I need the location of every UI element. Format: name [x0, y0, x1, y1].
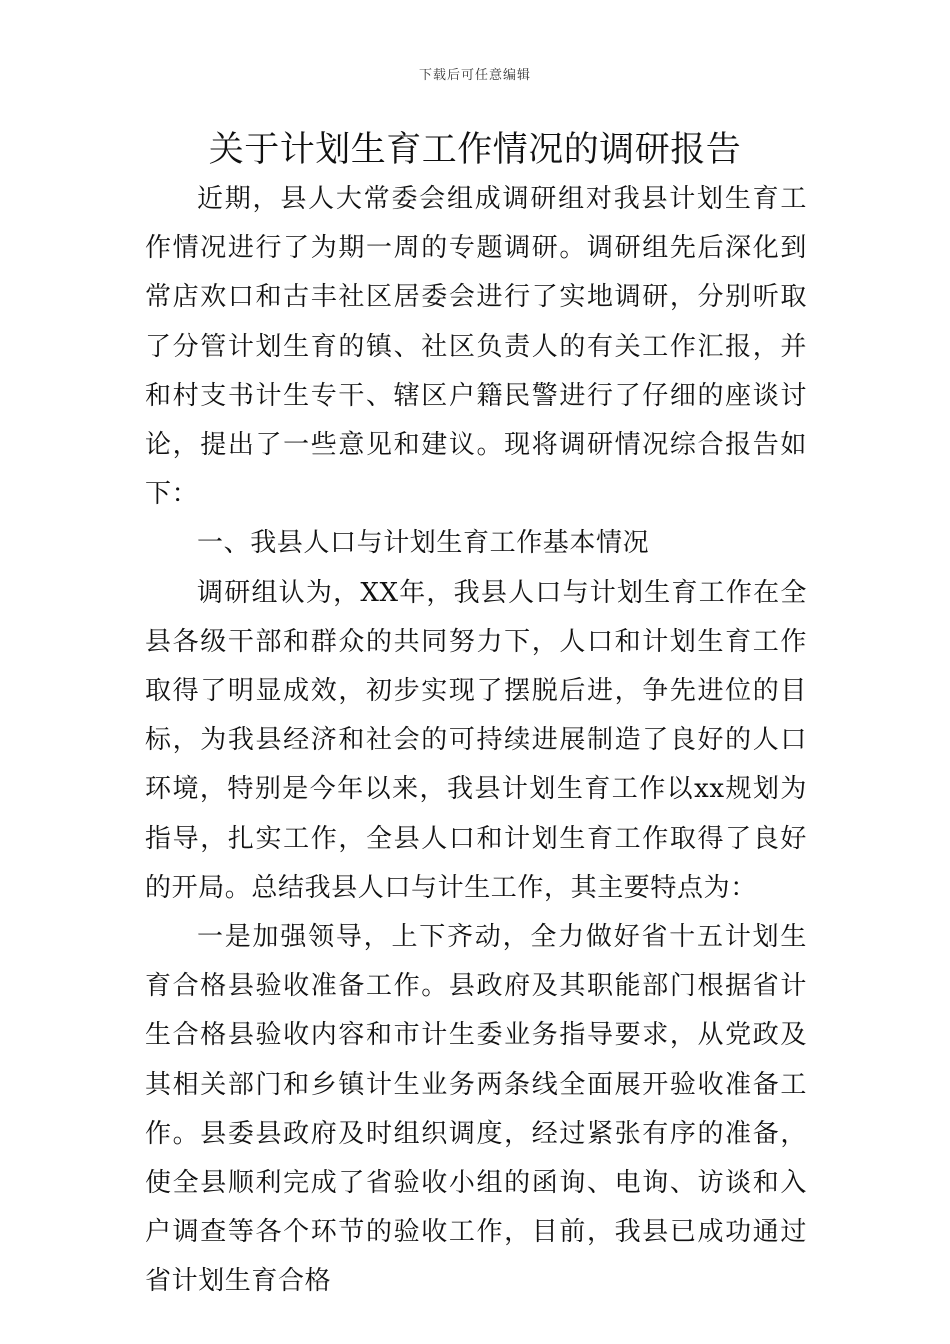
body-text	[145, 175, 807, 1307]
section-heading: 一、我县人口与计划生育工作基本情况	[197, 528, 650, 559]
header-note: 下载后可任意编辑	[418, 68, 531, 83]
paragraph-point-one: 一是加强领导，上下齐动，全力做好省十五计划生育合格县验收准备工作。县政府及其职能部门根据省计生合格县验收内容和市计生委业务指导要求，从党政及其相关部门和乡镇计生业务两条线全面展开验收准备工作。县委县政府及时组织调度，经过紧张有序的准备，使全县顺利完成了省验收小组的函询、电询、访谈和入户调查等各个环节的验收工作，目前，我县已成功通过省计划生育合格	[145, 922, 807, 1297]
paragraph-overview: 调研组认为，XX年，我县人口与计划生育工作在全县各级干部和群众的共同努力下，人口和计划生育工作取得了明显成效，初步实现了摆脱后进，争先进位的目标，为我县经济和社会的可持续进展制造了良好的人口环境，特别是今年以来，我县计划生育工作以xx规划为指导，扎实工作，全县人口和计划生育工作取得了良好的开局。总结我县人口与计生工作，其主要特点为：	[145, 577, 807, 903]
paragraph-intro: 近期，县人大常委会组成调研组对我县计划生育工作情况进行了为期一周的专题调研。调研组先后深化到常店欢口和古丰社区居委会进行了实地调研，分别听取了分管计划生育的镇、社区负责人的有关工作汇报，并和村支书计生专干、辖区户籍民警进行了仔细的座谈讨论，提出了一些意见和建议。现将调研情况综合报告如下：	[145, 184, 807, 510]
page-title: 关于计划生育工作情况的调研报告	[208, 130, 742, 170]
